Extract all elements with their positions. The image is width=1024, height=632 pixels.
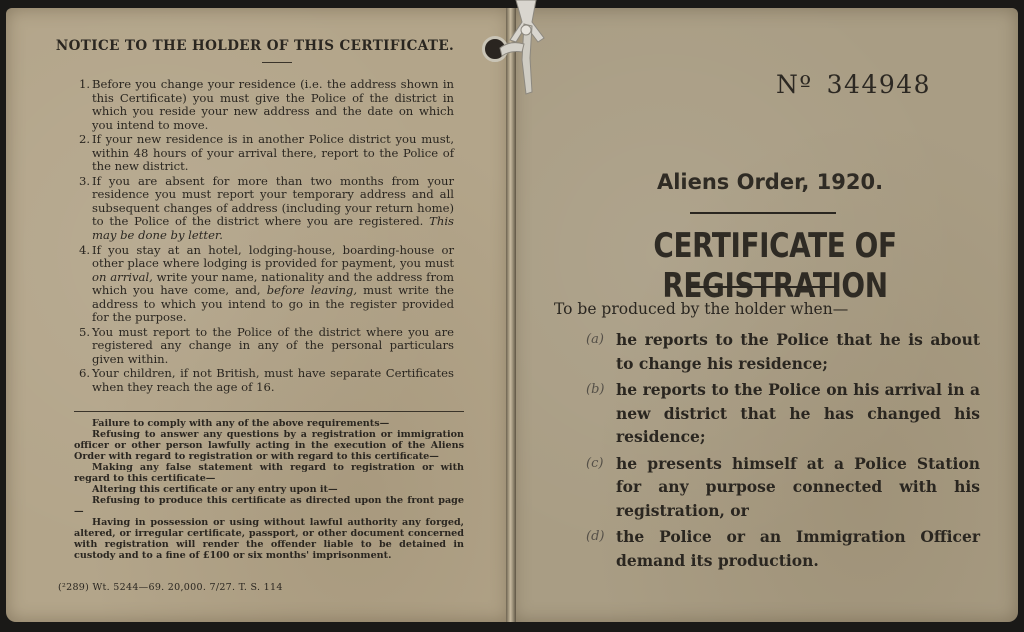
penalty-line: Failure to comply with any of the above requirements— <box>92 418 390 429</box>
item-text: If your new residence is in another Police district you must, within 48 hours of your arrival there, report to the Police of the new district. <box>92 132 454 174</box>
penalty-line: Making any false statement with regard to registration or with regard to this certificate— <box>74 462 464 484</box>
item-number: 3. <box>78 173 90 188</box>
condition-letter: (b) <box>586 382 605 397</box>
item-number: 6. <box>78 366 90 381</box>
notice-item-5 <box>78 324 454 367</box>
item-italic-note: on arrival, <box>92 269 153 284</box>
notice-item-4 <box>78 242 455 325</box>
condition-letter: (a) <box>586 332 604 347</box>
notice-title: NOTICE TO THE HOLDER OF THIS CERTIFICATE. <box>55 38 455 54</box>
upper-rule <box>690 212 836 214</box>
order-title: Aliens Order, 1920. <box>656 170 884 194</box>
item-text: If you stay at an hotel, lodging-house, boarding-house or other place where lodging is provided for payment, you must <box>92 242 454 271</box>
item-italic-note: This may be done by letter. <box>92 214 454 243</box>
number-label: Nº <box>776 70 813 99</box>
penalty-line: Refusing to answer any questions by a registration or immigration officer or other person lawfully acting in the execution of the Aliens Order with regard to registration or with regard to this certificate— <box>74 429 464 462</box>
condition-b <box>584 378 980 449</box>
notice-item-3 <box>78 173 454 243</box>
printer-imprint: (²289) Wt. 5244—69. 20,000. 7/27. T. S. 114 <box>58 582 283 593</box>
notice-item-2 <box>78 132 454 174</box>
certificate-title: CERTIFICATE OF REGISTRATION <box>653 226 897 306</box>
item-number: 5. <box>78 324 90 339</box>
item-text: If you are absent for more than two months from your residence you must report your temporary address and all subsequent changes of address (including your return home) to the Police of the district where you are registered. <box>92 173 454 229</box>
condition-text: he presents himself at a Police Station for any purpose connected with his registration, or <box>616 453 980 520</box>
item-number: 1. <box>78 77 90 91</box>
condition-text: he reports to the Police on his arrival in a new district that he has changed his residence; <box>616 380 980 446</box>
penalty-line: Having in possession or using without lawful authority any forged, altered, or irregular certificate, passport, or other document concerned with registration will render the offender liable to be detained in custody and to a fine of £100 or six months' imprisonment. <box>74 517 464 561</box>
penalty-line: Altering this certificate or any entry upon it— <box>92 484 338 495</box>
notice-list <box>78 77 455 396</box>
item-text: Your children, if not British, must have separate Certificates when they reach the age of 16. <box>92 366 454 395</box>
condition-c <box>584 452 980 523</box>
produce-intro: To be produced by the holder when— <box>554 300 849 318</box>
certificate-number <box>776 70 931 99</box>
item-text: Before you change your residence (i.e. the address shown in this Certificate) you must give the Police of the district in which you reside your new address and the date on which you intend to move. <box>92 77 454 132</box>
item-number: 2. <box>78 132 90 147</box>
condition-a <box>584 328 980 375</box>
lower-rule <box>690 286 836 288</box>
condition-text: he reports to the Police that he is about to change his residence; <box>616 330 980 373</box>
section-divider <box>74 411 464 412</box>
notice-item-6 <box>78 366 454 395</box>
condition-d <box>584 525 980 572</box>
book-spine <box>506 8 516 622</box>
condition-letter: (c) <box>586 455 604 471</box>
condition-text: the Police or an Immigration Officer demand its production. <box>616 527 980 570</box>
penalty-line: Refusing to produce this certificate as directed upon the front page— <box>74 495 464 517</box>
number-value: 344948 <box>826 70 932 99</box>
item-italic-note: before leaving, <box>266 283 358 298</box>
penalties-block <box>74 418 464 561</box>
condition-letter: (d) <box>586 529 605 544</box>
item-number: 4. <box>78 242 90 257</box>
item-text: write your name, nationality and the address from which you have come, and, <box>92 269 454 298</box>
conditions-list <box>584 328 980 575</box>
title-rule <box>262 62 292 63</box>
item-text: must write the address to which you intend to go in the register provided for the purpose. <box>92 283 455 325</box>
ribbon-tie-icon <box>486 0 566 96</box>
notice-item-1 <box>78 77 454 132</box>
item-text: You must report to the Police of the district where you are registered any change in any of the personal particulars given within. <box>92 324 454 366</box>
